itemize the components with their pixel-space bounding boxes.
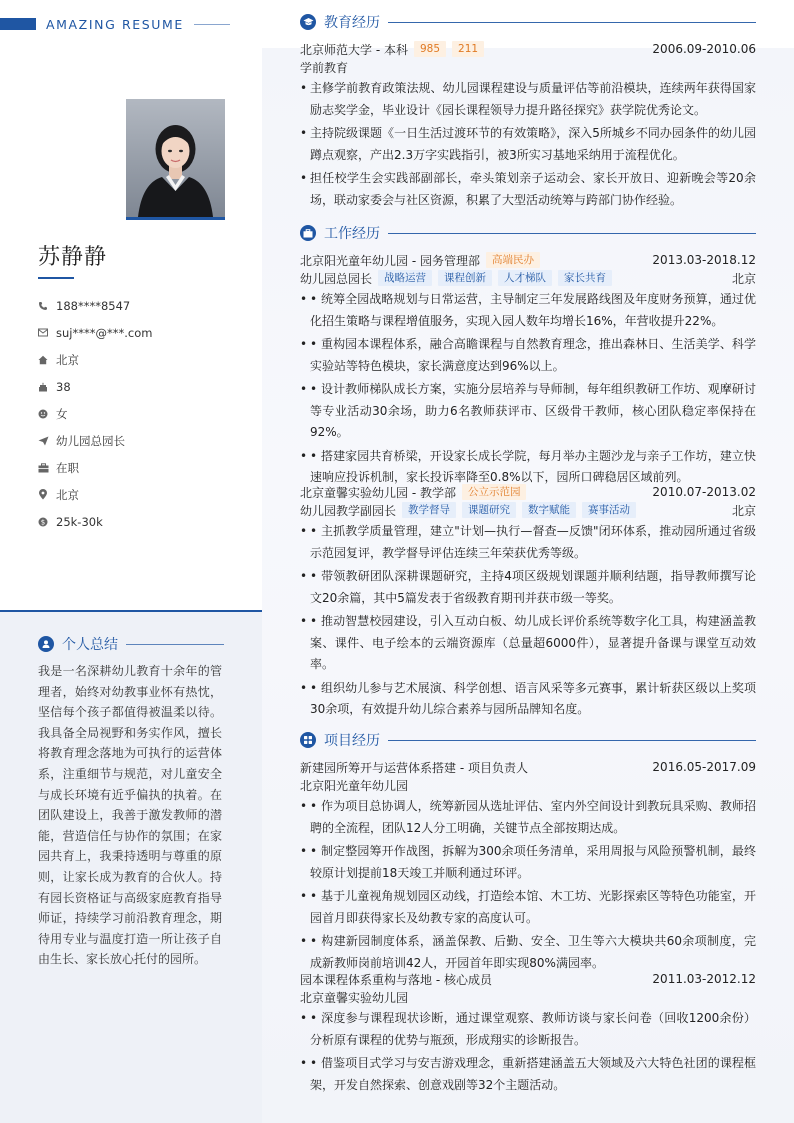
work-bullet: • • 推动智慧校园建设，引入互动白板、幼儿成长评价系统等数字化工具，构建涵盖教案、课件、电子绘本的云端资源库（总量超6000件），显著提升备课与课堂互动效率。 bbox=[300, 611, 756, 676]
cake-icon bbox=[38, 382, 56, 392]
work-bullet: • • 带领教研团队深耕课题研究，主持4项区级规划课题并顺利结题，指导教师撰写论文20余篇，其中5篇发表于省级教育期刊并获市级一等奖。 bbox=[300, 566, 756, 609]
gender-text: 女 bbox=[56, 406, 68, 421]
home-text: 北京 bbox=[56, 352, 79, 367]
project-bullet: • • 构建新园制度体系，涵盖保教、后勤、安全、卫生等六大模块共60余项制度，完成新教师岗前培训42人，开园首年即实现80%满园率。 bbox=[300, 931, 756, 974]
education-date: 2006.09-2010.06 bbox=[652, 42, 756, 56]
project-entry-1 bbox=[300, 758, 756, 976]
info-row-phone bbox=[38, 292, 248, 319]
portrait-image bbox=[126, 99, 225, 217]
project-bullet: • • 作为项目总协调人，统筹新园从选址评估、室内外空间设计到教玩具采购、教师招聘的全流程，团队12人分工明确，关键节点全部按期达成。 bbox=[300, 796, 756, 839]
work-org-tag: 高端民办 bbox=[486, 252, 540, 268]
work-bullet: • • 统筹全园战略规划与日常运营，主导制定三年发展路线图及年度财务预算，通过优化招生策略与课程增值服务，实现入园人数年均增长16%，年营收提升22%。 bbox=[300, 289, 756, 332]
project-date: 2016.05-2017.09 bbox=[652, 760, 756, 774]
project-bullet: • • 制定整园筹开作战图，拆解为300余项任务清单，采用周报与风险预警机制，最终较原计划提前18天竣工并顺利通过环评。 bbox=[300, 841, 756, 884]
project-header-row bbox=[300, 758, 756, 776]
education-bullet: • 主持院级课题《一日生活过渡环节的有效策略》，深入5所城乡不同办园条件的幼儿园蹲点观察，产出2.3万字实践指引，被3所实习基地采纳用于流程优化。 bbox=[300, 123, 756, 166]
phone-icon bbox=[38, 301, 56, 311]
work-role-group bbox=[300, 270, 612, 287]
brand-header bbox=[0, 16, 230, 32]
info-row-salary bbox=[38, 508, 248, 535]
work-org-group bbox=[300, 252, 540, 269]
work-bullet: • • 组织幼儿参与艺术展演、科学创想、语言风采等多元赛事，累计斩获区级以上奖项30余项，有效提升幼儿综合素养与园所品牌知名度。 bbox=[300, 678, 756, 721]
education-bullet: • 担任校学生会实践部副部长，牵头策划亲子运动会、家长开放日、迎新晚会等20余场，联动家委会与社区资源，积累了大型活动统筹与跨部门协作经验。 bbox=[300, 168, 756, 211]
contact-info-list bbox=[38, 292, 248, 535]
projects-section-header bbox=[300, 730, 756, 750]
education-tag-985: 985 bbox=[414, 41, 446, 57]
project-date: 2011.03-2012.12 bbox=[652, 972, 756, 986]
work-skill-tag: 课题研究 bbox=[462, 502, 516, 518]
work-skill-tag: 家长共育 bbox=[558, 270, 612, 286]
info-row-status bbox=[38, 454, 248, 481]
work-section-header bbox=[300, 223, 756, 243]
work-city: 北京 bbox=[731, 503, 756, 518]
work-role: 幼儿园教学副园长 bbox=[300, 503, 397, 518]
work-entry-header bbox=[300, 483, 756, 501]
phone-text: 188****8547 bbox=[56, 298, 131, 313]
education-section-header bbox=[300, 12, 756, 32]
project-org-row bbox=[300, 776, 756, 794]
education-bullet: • 主修学前教育政策法规、幼儿园课程建设与质量评估等前沿模块，连续两年获得国家励志奖学金，毕业设计《园长课程领导力提升路径探究》获学院优秀论文。 bbox=[300, 78, 756, 121]
education-title: 教育经历 bbox=[324, 15, 380, 31]
work-org-tag: 公立示范园 bbox=[462, 484, 527, 500]
info-row-gender bbox=[38, 400, 248, 427]
info-row-age bbox=[38, 373, 248, 400]
work-bullet: • • 设计教师梯队成长方案，实施分层培养与导师制，每年组织教研工作坊、观摩研讨等专业活动30余场，助力6名教师获评市、区级骨干教师，核心团队稳定率保持在92%。 bbox=[300, 379, 756, 444]
work-city: 北京 bbox=[731, 271, 756, 286]
work-bullet: • • 主抓教学质量管理，建立"计划—执行—督查—反馈"闭环体系，推动园所通过省级示范园复评，教学督导评估连续三年荣获优秀等级。 bbox=[300, 521, 756, 564]
work-org-group bbox=[300, 484, 526, 501]
info-row-home bbox=[38, 346, 248, 373]
salary-text: 25k-30k bbox=[56, 514, 103, 529]
work-bullet: • • 重构园本课程体系，融合高瞻课程与自然教育理念，推出森林日、生活美学、科学实验站等特色模块，家长满意度达到96%以上。 bbox=[300, 334, 756, 377]
location-text: 北京 bbox=[56, 487, 79, 502]
summary-text: 我是一名深耕幼儿教育十余年的管理者，始终对幼教事业怀有热忱，坚信每个孩子都值得被温柔以待。我具备全局视野和务实作风，擅长将教育理念落地为可执行的运营体系，注重细节与规范，对儿童安全与成长环境有近乎偏执的执着。在团队建设上，我善于激发教师的潜能，营造信任与协作的氛围；在家园共育上，我秉持透明与尊重的原则，让家长成为教育的合伙人。持有园长资格证与高级家庭教育指导师证，持续学习前沿教育理念，期待用专业与温度打造一所让孩子自由生长、家长放心托付的园所。 bbox=[38, 664, 222, 967]
graduation-cap-icon bbox=[300, 14, 316, 30]
work-skill-tag: 战略运营 bbox=[378, 270, 432, 286]
work-entry-header bbox=[300, 251, 756, 269]
education-bullets bbox=[300, 78, 756, 211]
education-school: 北京师范大学 - 本科 bbox=[300, 42, 408, 57]
brand-bar bbox=[0, 18, 36, 30]
project-name: 园本课程体系重构与落地 - 核心成员 bbox=[300, 972, 492, 987]
projects-title-line bbox=[388, 740, 756, 741]
education-tag-211: 211 bbox=[452, 41, 484, 57]
location-icon bbox=[38, 489, 56, 500]
work-title-line bbox=[388, 233, 756, 234]
work-date: 2010.07-2013.02 bbox=[652, 485, 756, 499]
summary-title-line bbox=[126, 644, 224, 645]
grid-icon bbox=[300, 732, 316, 748]
brand-text: AMAZING RESUME bbox=[46, 16, 184, 32]
project-org: 北京童馨实验幼儿园 bbox=[300, 990, 409, 1005]
work-skill-tag: 赛事活动 bbox=[582, 502, 636, 518]
work-entry-2 bbox=[300, 483, 756, 723]
education-major-row bbox=[300, 58, 756, 76]
email-text: suj****@***.com bbox=[56, 325, 153, 340]
work-org: 北京童馨实验幼儿园 - 教学部 bbox=[300, 485, 456, 500]
work-role-row bbox=[300, 269, 756, 287]
name-underline bbox=[38, 277, 74, 279]
work-bullets bbox=[300, 289, 756, 489]
work-role: 幼儿园总园长 bbox=[300, 271, 373, 286]
profile-name: 苏静静 bbox=[38, 245, 108, 270]
work-title: 工作经历 bbox=[324, 226, 380, 242]
project-header-row bbox=[300, 970, 756, 988]
home-icon bbox=[38, 355, 56, 365]
work-skill-tag: 人才梯队 bbox=[498, 270, 552, 286]
work-skill-tag: 教学督导 bbox=[402, 502, 456, 518]
svg-text:$: $ bbox=[40, 518, 46, 526]
work-date: 2013.03-2018.12 bbox=[652, 253, 756, 267]
education-title-line bbox=[388, 22, 756, 23]
project-bullet: • • 深度参与课程现状诊断，通过课堂观察、教师访谈与家长问卷（回收1200余份）分析原有课程的优势与瓶颈，形成翔实的诊断报告。 bbox=[300, 1008, 756, 1051]
salary-icon bbox=[38, 517, 56, 527]
work-bullet: • • 搭建家园共育桥梁，开设家长成长学院，每月举办主题沙龙与亲子工作坊，建立快速响应投诉机制，家长投诉率降至0.8%以下，园所口碑稳居区域前列。 bbox=[300, 446, 756, 489]
education-major: 学前教育 bbox=[300, 60, 349, 75]
project-bullet: • • 借鉴项目式学习与安吉游戏理念，重新搭建涵盖五大领域及六大特色社团的课程框架，开发自然探索、创意戏剧等32个主题活动。 bbox=[300, 1053, 756, 1096]
info-row-email bbox=[38, 319, 248, 346]
work-role-group bbox=[300, 502, 636, 519]
work-org: 北京阳光童年幼儿园 - 园务管理部 bbox=[300, 253, 480, 268]
work-skill-tag: 课程创新 bbox=[438, 270, 492, 286]
project-bullets bbox=[300, 1008, 756, 1096]
status-text: 在职 bbox=[56, 460, 79, 475]
education-header-row bbox=[300, 40, 756, 58]
send-icon bbox=[38, 436, 56, 446]
position-text: 幼儿园总园长 bbox=[56, 433, 125, 448]
projects-title: 项目经历 bbox=[324, 733, 380, 749]
work-skill-tag: 数字赋能 bbox=[522, 502, 576, 518]
profile-photo bbox=[126, 99, 225, 220]
age-text: 38 bbox=[56, 379, 71, 394]
education-school-group bbox=[300, 41, 484, 58]
project-org-row bbox=[300, 988, 756, 1006]
briefcase-icon bbox=[300, 225, 316, 241]
briefcase-icon bbox=[38, 463, 56, 473]
project-bullet: • • 基于儿童视角规划园区动线，打造绘本馆、木工坊、光影探索区等特色功能室，开园首月即获得家长及幼教专家的高度认可。 bbox=[300, 886, 756, 929]
education-entry bbox=[300, 40, 756, 213]
info-row-position bbox=[38, 427, 248, 454]
project-bullets bbox=[300, 796, 756, 974]
project-org: 北京阳光童年幼儿园 bbox=[300, 778, 409, 793]
user-icon bbox=[38, 636, 54, 652]
project-name: 新建园所筹开与运营体系搭建 - 项目负责人 bbox=[300, 760, 528, 775]
work-bullets bbox=[300, 521, 756, 721]
summary-title: 个人总结 bbox=[62, 637, 118, 653]
gender-icon bbox=[38, 409, 56, 419]
project-entry-2 bbox=[300, 970, 756, 1098]
work-entry-1 bbox=[300, 251, 756, 491]
info-row-location bbox=[38, 481, 248, 508]
brand-line bbox=[194, 24, 230, 25]
work-role-row bbox=[300, 501, 756, 519]
mail-icon bbox=[38, 328, 56, 337]
summary-section-header bbox=[38, 634, 224, 654]
